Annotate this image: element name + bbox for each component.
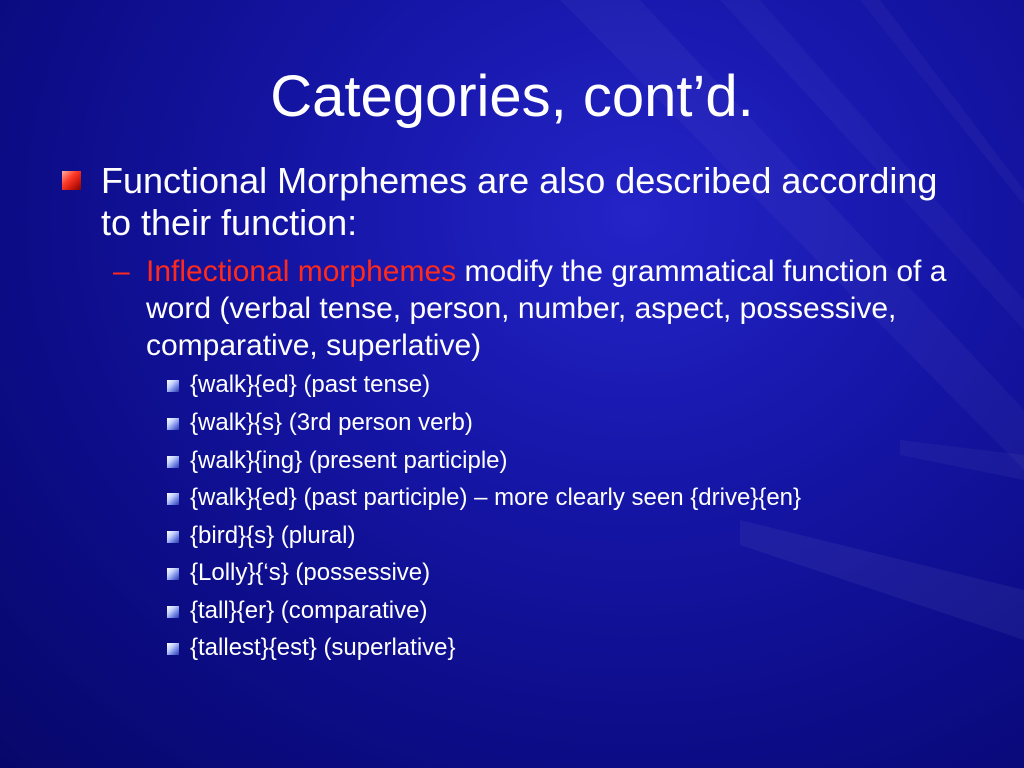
slide-title: Categories, cont’d. (270, 64, 754, 129)
example-item: {bird}{s} (plural) (190, 522, 356, 549)
example-item: {walk}{ed} (past participle) – more clearly seen {drive}{en} (190, 484, 802, 511)
blue-square-bullet-icon (167, 418, 179, 430)
red-square-bullet-icon (62, 171, 81, 190)
blue-square-bullet-icon (167, 568, 179, 580)
blue-square-bullet-icon (167, 493, 179, 505)
blue-square-bullet-icon (167, 606, 179, 618)
example-item: {walk}{s} (3rd person verb) (190, 409, 473, 436)
bullet-inflectional-morphemes (146, 253, 986, 364)
highlight-term: Inflectional morphemes (146, 255, 457, 288)
example-item: {tallest}{est} (superlative} (190, 634, 456, 661)
example-item: {walk}{ed} (past tense) (190, 371, 431, 398)
example-item: {walk}{ing} (present participle) (190, 447, 508, 474)
example-item: {tall}{er} (comparative) (190, 597, 428, 624)
bullet-functional-morphemes: Functional Morphemes are also described according to their function: (101, 160, 938, 243)
blue-square-bullet-icon (167, 531, 179, 543)
example-item: {Lolly}{‘s} (possessive) (190, 559, 431, 586)
blue-square-bullet-icon (167, 643, 179, 655)
blue-square-bullet-icon (167, 456, 179, 468)
bullet-text: modify the grammatical function of a word (verbal tense, person, number, aspect, possessive, comparative, superlative) (146, 255, 947, 362)
blue-square-bullet-icon (167, 380, 179, 392)
dash-bullet-icon: – (113, 255, 130, 288)
